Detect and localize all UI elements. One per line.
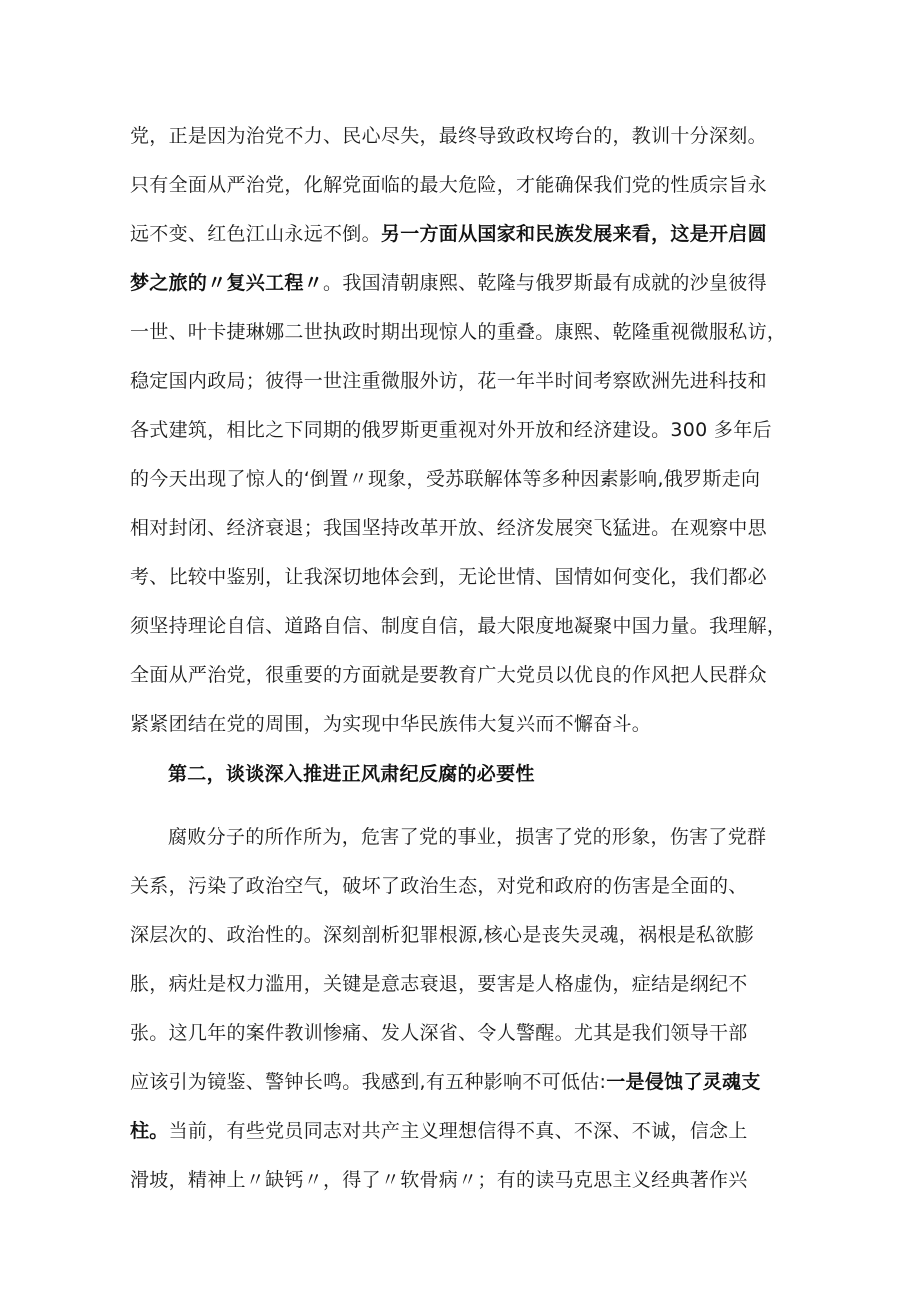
text-run: 全面从严治党，很重要的方面就是要教育广大党员以优良的作风把人民群众 [130,664,767,686]
text-run: 。我国清朝康熙、乾隆与俄罗斯最有成就的沙皇彼得 [323,272,767,294]
text-run: 滑坡，精神上〃缺钙〃，得了〃软骨病〃；有的读马克思主义经典著作兴 [130,1169,748,1191]
text-run: 当前，有些党员同志对共产主义理想信得不真、不深、不诚，信念上 [168,1120,748,1142]
paragraph-1-line-10 [130,563,767,591]
paragraph-2-line-7 [130,1117,748,1145]
text-run: 远不变、红色江山永远不倒。 [130,223,381,245]
text-run: 腐败分子的所作所为，危害了党的事业，损害了党的形象，伤害了党群 [168,826,767,848]
paragraph-2-line-1 [168,823,766,851]
text-run: 考、比较中鉴别，让我深切地体会到，无论世情、国情如何变化，我们都必 [130,566,767,588]
paragraph-2-line-3 [130,921,754,949]
text-run: 关系，污染了政治空气，破坏了政治生态，对党和政府的伤害是全面的、 [130,875,748,897]
text-run: 张。这几年的案件教训惨痛、发人深省、令人警醒。尤其是我们领导干部 [130,1022,748,1044]
text-run: 各式建筑，相比之下同期的俄罗斯更重视对外开放和经济建设。300 多年后 [130,419,772,441]
text-run: 深层次的、政治性的。深刻剖析犯罪根源,核心是丧失灵魂，祸根是私欲膨 [130,924,754,946]
paragraph-1-line-11 [130,612,786,640]
text-run: 须坚持理论自信、道路自信、制度自信，最大限度地凝聚中国力量。我理解， [130,615,787,637]
paragraph-1-line-7 [130,416,772,444]
text-run: 稳定国内政局；彼得一世注重微服外访，花一年半时间考察欧洲先进科技和 [130,370,767,392]
paragraph-1-line-13 [130,710,651,738]
text-run: 胀，病灶是权力滥用，关键是意志衰退，要害是人格虚伪，症结是纲纪不 [130,973,748,995]
bold-text-run: 一是侵蚀了灵魂支 [606,1071,761,1093]
paragraph-1-line-9 [130,514,767,542]
text-run: 一世、叶卡捷琳娜二世执政时期出现惊人的重叠。康熙、乾隆重视微服私访， [130,321,787,343]
bold-text-run: 柱。 [130,1120,169,1142]
text-run: 相对封闭、经济衰退；我国坚持改革开放、经济发展突飞猛进。在观察中思 [130,517,767,539]
text-run: 党，正是因为治党不力、民心尽失，最终导致政权垮台的，教训十分深刻。 [130,125,767,147]
paragraph-1-line-1 [130,122,767,150]
paragraph-2-line-5 [130,1019,748,1047]
text-run: 应该引为镜鉴、警钟长鸣。我感到,有五种影响不可低估: [130,1071,607,1093]
text-run: 只有全面从严治党，化解党面临的最大危险，才能确保我们党的性质宗旨永 [130,174,767,196]
paragraph-1-line-5 [130,318,786,346]
text-run: 的今天出现了惊人的‘倒置〃现象，受苏联解体等多种因素影响,俄罗斯走向 [130,468,761,490]
paragraph-1-line-4 [130,269,767,297]
bold-text-run: 梦之旅的〃复兴工程〃 [130,272,324,294]
bold-text-run: 另一方面从国家和民族发展来看，这是开启圆 [380,223,767,245]
paragraph-1-line-6 [130,367,767,395]
paragraph-2-line-6 [130,1068,761,1096]
paragraph-2-line-4 [130,970,748,998]
text-run: 紧紧团结在党的周围，为实现中华民族伟大复兴而不懈奋斗。 [130,713,652,735]
paragraph-2-line-2 [130,872,748,900]
paragraph-1-line-8 [130,465,760,493]
paragraph-1-line-12 [130,661,767,689]
paragraph-1-line-3 [130,220,767,248]
paragraph-1-line-2 [130,171,767,199]
paragraph-2-line-8 [130,1166,748,1194]
section-heading: 第二，谈谈深入推进正风肃纪反腐的必要性 [168,763,535,785]
